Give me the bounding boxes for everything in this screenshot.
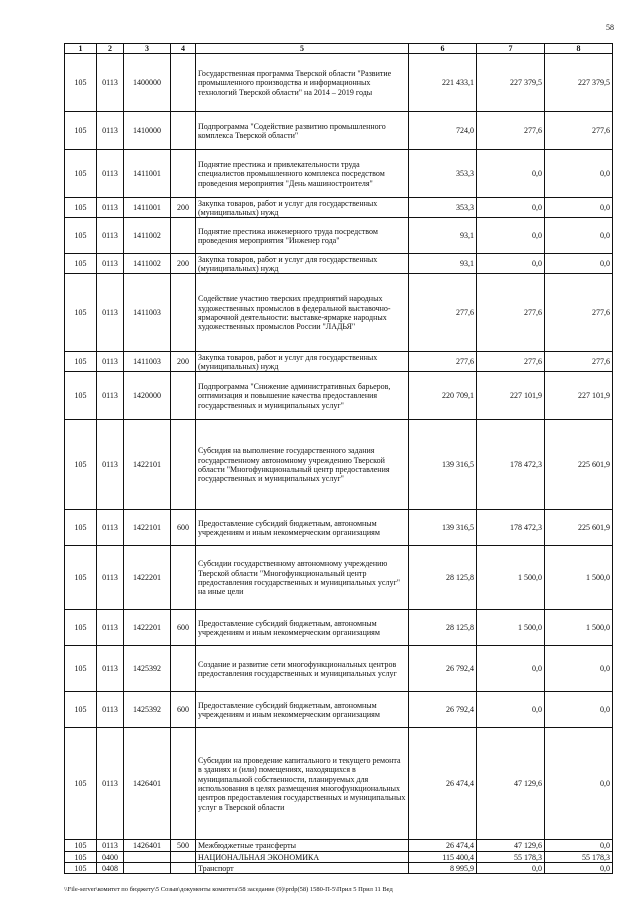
row-expense-type-cell: [171, 54, 196, 112]
row-description-cell: Подпрограмма "Содействие развитию промышленного комплекса Тверской области": [196, 112, 409, 150]
row-code-cell: 105: [65, 510, 97, 546]
row-value-cell: 277,6: [409, 274, 477, 352]
row-target-cell: 1411001: [124, 150, 171, 198]
row-value-cell: 0,0: [477, 218, 545, 254]
row-target-cell: 1426401: [124, 840, 171, 852]
row-code-cell: 105: [65, 372, 97, 420]
row-value-cell: 1 500,0: [477, 546, 545, 610]
row-value-cell: 225 601,9: [545, 420, 613, 510]
row-expense-type-cell: [171, 420, 196, 510]
row-description-cell: НАЦИОНАЛЬНАЯ ЭКОНОМИКА: [196, 852, 409, 863]
row-value-cell: 28 125,8: [409, 610, 477, 646]
file-path-footer: \\File-server\комитет по бюджету\5 Созыв\документы комитета\58 заседание (9)\prdp(58) 1580-П-5\Прил 5 Прил 11 Вед: [64, 886, 393, 893]
row-target-cell: 1426401: [124, 728, 171, 840]
row-code-cell: 105: [65, 610, 97, 646]
row-section-cell: 0113: [97, 546, 124, 610]
table-row: [65, 274, 613, 352]
row-value-cell: 0,0: [545, 692, 613, 728]
row-target-cell: 1422101: [124, 420, 171, 510]
row-code-cell: 105: [65, 692, 97, 728]
column-header: 6: [409, 44, 477, 54]
row-target-cell: 1420000: [124, 372, 171, 420]
row-value-cell: 227 379,5: [545, 54, 613, 112]
row-code-cell: 105: [65, 728, 97, 840]
row-target-cell: [124, 863, 171, 874]
row-code-cell: 105: [65, 254, 97, 274]
row-value-cell: 0,0: [545, 863, 613, 874]
row-value-cell: 26 792,4: [409, 646, 477, 692]
table-row: [65, 546, 613, 610]
row-code-cell: 105: [65, 420, 97, 510]
table-row: [65, 863, 613, 874]
row-value-cell: 221 433,1: [409, 54, 477, 112]
row-value-cell: 724,0: [409, 112, 477, 150]
row-target-cell: 1411002: [124, 218, 171, 254]
row-target-cell: 1422201: [124, 546, 171, 610]
table-row: [65, 254, 613, 274]
row-code-cell: 105: [65, 112, 97, 150]
row-expense-type-cell: 500: [171, 840, 196, 852]
row-target-cell: 1411002: [124, 254, 171, 274]
row-expense-type-cell: [171, 274, 196, 352]
row-description-cell: Предоставление субсидий бюджетным, автономным учреждениям и иным некоммерческим организациям: [196, 692, 409, 728]
row-code-cell: 105: [65, 863, 97, 874]
row-value-cell: 8 995,9: [409, 863, 477, 874]
row-expense-type-cell: 200: [171, 352, 196, 372]
row-expense-type-cell: [171, 852, 196, 863]
table-row: [65, 692, 613, 728]
row-code-cell: 105: [65, 852, 97, 863]
row-section-cell: 0113: [97, 274, 124, 352]
row-code-cell: 105: [65, 274, 97, 352]
row-target-cell: 1425392: [124, 692, 171, 728]
row-code-cell: 105: [65, 352, 97, 372]
row-value-cell: 1 500,0: [477, 610, 545, 646]
row-section-cell: 0113: [97, 420, 124, 510]
row-description-cell: Предоставление субсидий бюджетным, автономным учреждениям и иным некоммерческим организациям: [196, 610, 409, 646]
row-expense-type-cell: [171, 546, 196, 610]
row-description-cell: Субсидии на проведение капитального и текущего ремонта в зданиях и (или) помещениях, находящихся в муниципальной собственности, планируемых для использования в целях размещения многофункциональных центров предоставления государственных и муниципальных услуг в Тверской области: [196, 728, 409, 840]
row-value-cell: 178 472,3: [477, 510, 545, 546]
row-expense-type-cell: [171, 150, 196, 198]
table-row: [65, 646, 613, 692]
row-value-cell: 26 792,4: [409, 692, 477, 728]
row-value-cell: 26 474,4: [409, 728, 477, 840]
row-expense-type-cell: [171, 863, 196, 874]
table-row: [65, 372, 613, 420]
column-header: 4: [171, 44, 196, 54]
row-description-cell: Закупка товаров, работ и услуг для государственных (муниципальных) нужд: [196, 198, 409, 218]
row-value-cell: 178 472,3: [477, 420, 545, 510]
row-target-cell: 1422101: [124, 510, 171, 546]
row-expense-type-cell: 600: [171, 692, 196, 728]
table-header-row: [65, 44, 613, 54]
column-header: 2: [97, 44, 124, 54]
row-value-cell: 0,0: [477, 150, 545, 198]
column-header: 5: [196, 44, 409, 54]
table-row: [65, 54, 613, 112]
row-description-cell: Субсидия на выполнение государственного задания государственному автономному учреждению Тверской области "Многофункциональный центр предоставления государственных и муниципальных услуг": [196, 420, 409, 510]
row-target-cell: 1400000: [124, 54, 171, 112]
row-code-cell: 105: [65, 198, 97, 218]
row-section-cell: 0408: [97, 863, 124, 874]
row-value-cell: 277,6: [545, 112, 613, 150]
row-value-cell: 0,0: [545, 150, 613, 198]
row-value-cell: 0,0: [545, 254, 613, 274]
table-row: [65, 728, 613, 840]
row-value-cell: 139 316,5: [409, 420, 477, 510]
row-value-cell: 353,3: [409, 198, 477, 218]
row-target-cell: [124, 852, 171, 863]
row-target-cell: 1411003: [124, 274, 171, 352]
row-value-cell: 277,6: [545, 274, 613, 352]
row-section-cell: 0113: [97, 54, 124, 112]
column-header: 3: [124, 44, 171, 54]
row-value-cell: 1 500,0: [545, 610, 613, 646]
row-expense-type-cell: 200: [171, 198, 196, 218]
row-value-cell: 139 316,5: [409, 510, 477, 546]
row-target-cell: 1411001: [124, 198, 171, 218]
table-row: [65, 198, 613, 218]
row-section-cell: 0400: [97, 852, 124, 863]
table-row: [65, 852, 613, 863]
row-expense-type-cell: [171, 372, 196, 420]
row-value-cell: 227 101,9: [545, 372, 613, 420]
table-row: [65, 610, 613, 646]
row-value-cell: 115 400,4: [409, 852, 477, 863]
row-expense-type-cell: 600: [171, 610, 196, 646]
row-section-cell: 0113: [97, 218, 124, 254]
row-code-cell: 105: [65, 54, 97, 112]
row-expense-type-cell: [171, 218, 196, 254]
page-number: 58: [606, 23, 614, 32]
row-target-cell: 1410000: [124, 112, 171, 150]
row-expense-type-cell: [171, 728, 196, 840]
row-value-cell: 0,0: [477, 863, 545, 874]
row-value-cell: 0,0: [477, 198, 545, 218]
column-header: 7: [477, 44, 545, 54]
row-value-cell: 277,6: [477, 352, 545, 372]
row-expense-type-cell: 200: [171, 254, 196, 274]
row-value-cell: 47 129,6: [477, 728, 545, 840]
row-description-cell: Предоставление субсидий бюджетным, автономным учреждениям и иным некоммерческим организациям: [196, 510, 409, 546]
row-value-cell: 277,6: [477, 274, 545, 352]
table-body: [65, 54, 613, 874]
row-description-cell: Содействие участию тверских предприятий народных художественных промыслов в федеральной выставочно-ярмарочной деятельности: выставке-ярмарке народных художественных промыслов России "ЛАДЬЯ": [196, 274, 409, 352]
row-code-cell: 105: [65, 218, 97, 254]
row-description-cell: Закупка товаров, работ и услуг для государственных (муниципальных) нужд: [196, 254, 409, 274]
row-description-cell: Транспорт: [196, 863, 409, 874]
row-description-cell: Поднятие престижа инженерного труда посредством проведения мероприятия "Инженер года": [196, 218, 409, 254]
row-value-cell: 26 474,4: [409, 840, 477, 852]
row-section-cell: 0113: [97, 646, 124, 692]
row-value-cell: 55 178,3: [545, 852, 613, 863]
row-value-cell: 277,6: [545, 352, 613, 372]
row-value-cell: 277,6: [409, 352, 477, 372]
row-expense-type-cell: 600: [171, 510, 196, 546]
column-header: 1: [65, 44, 97, 54]
row-description-cell: Закупка товаров, работ и услуг для государственных (муниципальных) нужд: [196, 352, 409, 372]
row-value-cell: 93,1: [409, 218, 477, 254]
table-row: [65, 510, 613, 546]
row-section-cell: 0113: [97, 510, 124, 546]
row-section-cell: 0113: [97, 372, 124, 420]
budget-table: [64, 43, 613, 874]
row-section-cell: 0113: [97, 112, 124, 150]
table-row: [65, 218, 613, 254]
column-header: 8: [545, 44, 613, 54]
row-value-cell: 0,0: [477, 692, 545, 728]
row-code-cell: 105: [65, 646, 97, 692]
row-value-cell: 47 129,6: [477, 840, 545, 852]
table-row: [65, 352, 613, 372]
table-row: [65, 420, 613, 510]
table-row: [65, 840, 613, 852]
row-value-cell: 277,6: [477, 112, 545, 150]
row-value-cell: 1 500,0: [545, 546, 613, 610]
row-section-cell: 0113: [97, 198, 124, 218]
row-description-cell: Государственная программа Тверской области "Развитие промышленного производства и информационных технологий Тверской области" на 2014 – 2019 годы: [196, 54, 409, 112]
row-value-cell: 227 101,9: [477, 372, 545, 420]
row-description-cell: Подпрограмма "Снижение административных барьеров, оптимизация и повышение качества предоставления государственных и муниципальных услуг": [196, 372, 409, 420]
row-code-cell: 105: [65, 546, 97, 610]
row-value-cell: 0,0: [545, 728, 613, 840]
row-target-cell: 1422201: [124, 610, 171, 646]
row-value-cell: 227 379,5: [477, 54, 545, 112]
row-value-cell: 0,0: [545, 198, 613, 218]
table-row: [65, 150, 613, 198]
table-row: [65, 112, 613, 150]
row-section-cell: 0113: [97, 610, 124, 646]
row-value-cell: 0,0: [477, 254, 545, 274]
row-expense-type-cell: [171, 646, 196, 692]
row-value-cell: 0,0: [545, 840, 613, 852]
row-section-cell: 0113: [97, 150, 124, 198]
row-value-cell: 225 601,9: [545, 510, 613, 546]
row-target-cell: 1411003: [124, 352, 171, 372]
row-section-cell: 0113: [97, 728, 124, 840]
row-code-cell: 105: [65, 840, 97, 852]
row-value-cell: 28 125,8: [409, 546, 477, 610]
row-section-cell: 0113: [97, 692, 124, 728]
row-value-cell: 353,3: [409, 150, 477, 198]
row-description-cell: Поднятие престижа и привлекательности труда специалистов промышленного комплекса посредством проведения мероприятия "День машиностроителя": [196, 150, 409, 198]
row-value-cell: 55 178,3: [477, 852, 545, 863]
row-value-cell: 0,0: [545, 646, 613, 692]
row-section-cell: 0113: [97, 352, 124, 372]
row-value-cell: 0,0: [477, 646, 545, 692]
row-target-cell: 1425392: [124, 646, 171, 692]
row-value-cell: 220 709,1: [409, 372, 477, 420]
row-section-cell: 0113: [97, 254, 124, 274]
row-description-cell: Межбюджетные трансферты: [196, 840, 409, 852]
row-expense-type-cell: [171, 112, 196, 150]
row-value-cell: 0,0: [545, 218, 613, 254]
row-code-cell: 105: [65, 150, 97, 198]
row-description-cell: Субсидии государственному автономному учреждению Тверской области "Многофункциональный центр предоставления государственных и муниципальных услуг" на иные цели: [196, 546, 409, 610]
row-value-cell: 93,1: [409, 254, 477, 274]
row-section-cell: 0113: [97, 840, 124, 852]
row-description-cell: Создание и развитие сети многофункциональных центров предоставления государственных и муниципальных услуг: [196, 646, 409, 692]
